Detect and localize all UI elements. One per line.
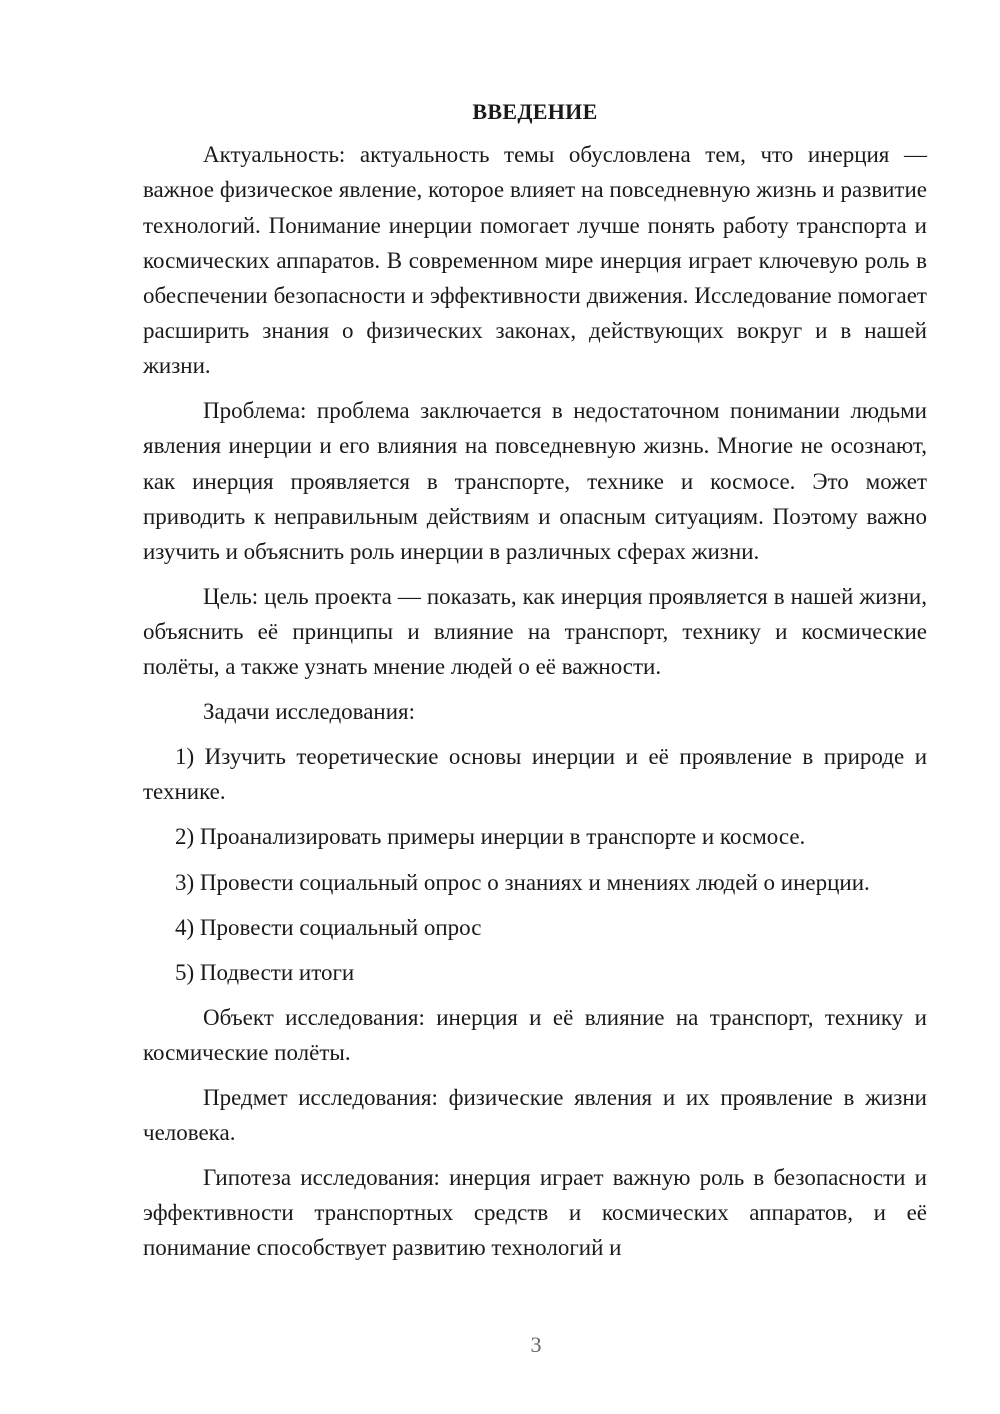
task-item-3: 3) Провести социальный опрос о знаниях и мнениях людей о инерции. [175, 869, 870, 895]
paragraph-problem: Проблема: проблема заключается в недостаточном понимании людьми явления инерции и его влияния на повседневную жизнь. Многие не осознают, как инерция проявляется в транспорте, технике и космосе. Это может приводить к неправильным действиям и опасным ситуациям. Поэтому важно изучить и объяснить роль инерции в различных сферах жизни. [143, 398, 927, 564]
paragraph-tasks-heading: Задачи исследования: [203, 698, 416, 724]
section-title: ВВЕДЕНИЕ [472, 99, 598, 124]
page-number: 3 [530, 1332, 542, 1357]
task-item-2: 2) Проанализировать примеры инерции в транспорте и космосе. [175, 824, 806, 850]
paragraph-object: Объект исследования: инерция и её влияние на транспорт, технику и космические полёты. [143, 1005, 927, 1066]
paragraph-hypothesis: Гипотеза исследования: инерция играет важную роль в безопасности и эффективности транспортных средств и космических аппаратов, и её понимание способствует развитию технологий и [143, 1164, 927, 1261]
task-item-1: 1) Изучить теоретические основы инерции и её проявление в природе и технике. [143, 743, 927, 805]
paragraph-relevance: Актуальность: актуальность темы обусловлена тем, что инерция — важное физическое явление, которое влияет на повседневную жизнь и развитие технологий. Понимание инерции помогает лучше понять работу транспорта и космических аппаратов. В современном мире инерция играет ключевую роль в обеспечении безопасности и эффективности движения. Исследование помогает расширить знания о физических законах, действующих вокруг и в нашей жизни. [143, 142, 927, 379]
page-content [143, 94, 927, 1275]
paragraph-goal: Цель: цель проекта — показать, как инерция проявляется в нашей жизни, объяснить её принципы и влияние на транспорт, технику и космические полёты, а также узнать мнение людей о её важности. [143, 583, 927, 680]
task-item-5: 5) Подвести итоги [175, 959, 355, 985]
task-item-4: 4) Провести социальный опрос [175, 914, 482, 940]
paragraph-subject: Предмет исследования: физические явления и их проявление в жизни человека. [143, 1085, 927, 1146]
